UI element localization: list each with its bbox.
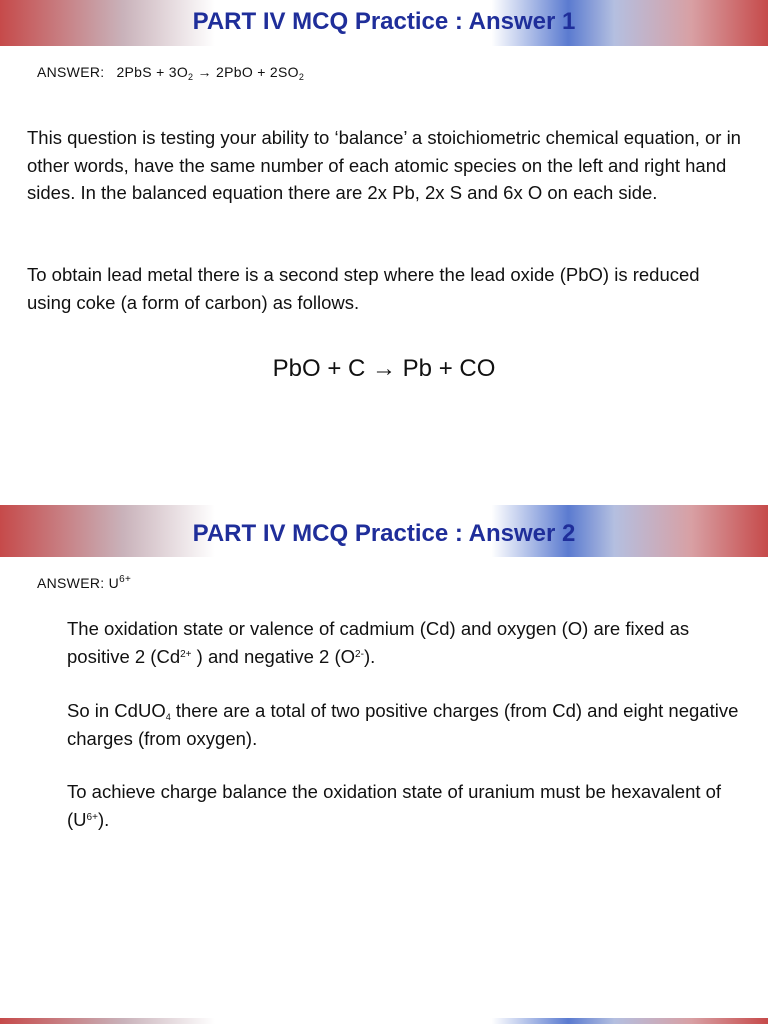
answer-line — [37, 64, 304, 80]
charge-superscript: 6+ — [86, 811, 98, 823]
answer-subscript: 2 — [188, 72, 194, 82]
answer-products: 2PbO + 2SO — [216, 64, 299, 80]
answer-subscript: 2 — [298, 72, 305, 82]
answer-value: U — [108, 575, 120, 591]
reaction-arrow: → — [193, 64, 217, 80]
answer-line — [37, 575, 131, 591]
explanation-paragraph: This question is testing your ability to ‘balance’ a stoichiometric chemical equation, or in other words, have the same number of each atomic species on the left and right hand sides. In the balanced equation there are 2x Pb, 2x S and 6x O on each side. — [27, 127, 741, 203]
explanation-paragraph: To obtain lead metal there is a second step where the lead oxide (PbO) is reduced using coke (a form of carbon) as follows. — [27, 264, 700, 313]
explanation-paragraph: The oxidation state or valence of cadmium (Cd) and oxygen (O) are fixed as positive 2 ($Cd^{2+}$ ) and negative 2 $(O^{2-})$. — [67, 618, 690, 667]
slide-answer-2 — [0, 505, 768, 1024]
next-slide-banner-edge — [0, 1018, 768, 1024]
answer-superscript: 6+ — [119, 574, 132, 585]
reduction-equation: PbO + C → Pb + CO — [272, 355, 496, 382]
slide-title: PART IV MCQ Practice : Answer 2 — [192, 520, 576, 547]
charge-superscript: 2- — [355, 648, 364, 660]
answer-prefix: ANSWER: — [37, 64, 105, 80]
explanation-paragraph: So in CdUO$_4$ there are a total of two positive charges (from Cd) and eight negative charges (from oxygen). — [67, 700, 739, 749]
answer-reactants: 2PbS + 3O — [116, 64, 189, 80]
slide-answer-1 — [0, 0, 768, 490]
explanation-paragraph: To achieve charge balance the oxidation state of uranium must be hexavalent of $(U^{6+})$. — [67, 781, 722, 830]
title-banner — [0, 505, 768, 557]
slide-title: PART IV MCQ Practice : Answer 1 — [192, 8, 576, 35]
title-banner — [0, 0, 768, 46]
charge-superscript: 2+ — [180, 648, 192, 660]
formula-subscript: 4 — [165, 712, 171, 722]
answer-prefix: ANSWER: — [37, 575, 105, 591]
